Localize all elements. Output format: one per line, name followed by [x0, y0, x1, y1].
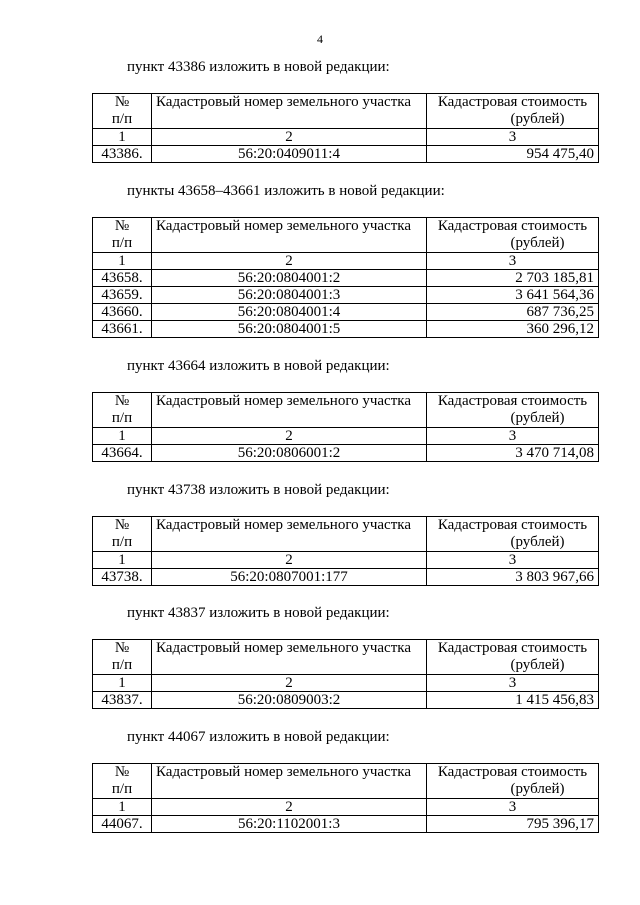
section-heading: пункты 43658–43661 изложить в новой редакции:: [127, 183, 445, 199]
cadastral-table: [92, 217, 599, 338]
header-cost-cell: Кадастровая стоимость (рублей): [427, 764, 599, 799]
table-header-row: [93, 764, 599, 799]
table-row: [93, 692, 599, 709]
row-number: 43837.: [93, 692, 152, 709]
table-header-row: [93, 393, 599, 428]
row-number: 43661.: [93, 321, 152, 338]
row-number: 43660.: [93, 304, 152, 321]
row-number: 43664.: [93, 445, 152, 462]
cadastral-number: 56:20:0804001:2: [152, 270, 427, 287]
cadastral-number: 56:20:0804001:4: [152, 304, 427, 321]
table-row: [93, 146, 599, 163]
cadastral-number: 56:20:0804001:3: [152, 287, 427, 304]
row-number: 43738.: [93, 569, 152, 586]
table-header-row: [93, 517, 599, 552]
table-row: [93, 816, 599, 833]
cadastral-cost: 3 641 564,36: [427, 287, 599, 304]
header-cost-cell: Кадастровая стоимость (рублей): [427, 640, 599, 675]
section-heading: пункт 44067 изложить в новой редакции:: [127, 729, 390, 745]
cadastral-number: 56:20:0807001:177: [152, 569, 427, 586]
column-index-row: 1 2 3: [93, 552, 599, 569]
table-header-row: [93, 640, 599, 675]
cadastral-cost: 3 470 714,08: [427, 445, 599, 462]
header-cost-cell: Кадастровая стоимость (рублей): [427, 393, 599, 428]
cadastral-number: 56:20:0804001:5: [152, 321, 427, 338]
cadastral-cost: 795 396,17: [427, 816, 599, 833]
cadastral-table: [92, 639, 599, 709]
table-row: [93, 321, 599, 338]
header-cost-cell: Кадастровая стоимость (рублей): [427, 218, 599, 253]
cadastral-table: [92, 93, 599, 163]
header-cadastral-cell: Кадастровый номер земельного участка: [152, 393, 427, 428]
cadastral-number: 56:20:0809003:2: [152, 692, 427, 709]
header-cadastral-cell: Кадастровый номер земельного участка: [152, 517, 427, 552]
header-cadastral-cell: Кадастровый номер земельного участка: [152, 218, 427, 253]
section-heading: пункт 43837 изложить в новой редакции:: [127, 605, 390, 621]
header-cost-cell: Кадастровая стоимость (рублей): [427, 94, 599, 129]
header-cadastral-cell: Кадастровый номер земельного участка: [152, 764, 427, 799]
cadastral-cost: 2 703 185,81: [427, 270, 599, 287]
row-number: 43659.: [93, 287, 152, 304]
row-number: 44067.: [93, 816, 152, 833]
header-number-cell: № п/п: [93, 393, 152, 428]
header-cadastral-cell: Кадастровый номер земельного участка: [152, 640, 427, 675]
column-index-row: 1 2 3: [93, 129, 599, 146]
table-row: [93, 287, 599, 304]
cadastral-table: [92, 763, 599, 833]
table-row: [93, 445, 599, 462]
column-index-row: 1 2 3: [93, 675, 599, 692]
cadastral-cost: 360 296,12: [427, 321, 599, 338]
row-number: 43658.: [93, 270, 152, 287]
section-heading: пункт 43386 изложить в новой редакции:: [127, 59, 390, 75]
table-header-row: [93, 94, 599, 129]
section-heading: пункт 43664 изложить в новой редакции:: [127, 358, 390, 374]
table-row: [93, 569, 599, 586]
cadastral-table: [92, 392, 599, 462]
cadastral-number: 56:20:0806001:2: [152, 445, 427, 462]
column-index-row: 1 2 3: [93, 799, 599, 816]
column-index-row: 1 2 3: [93, 253, 599, 270]
header-number-cell: № п/п: [93, 640, 152, 675]
column-index-row: 1 2 3: [93, 428, 599, 445]
page-number: 4: [317, 32, 323, 46]
cadastral-cost: 1 415 456,83: [427, 692, 599, 709]
cadastral-table: [92, 516, 599, 586]
header-number-cell: № п/п: [93, 94, 152, 129]
table-row: [93, 270, 599, 287]
header-number-cell: № п/п: [93, 764, 152, 799]
section-heading: пункт 43738 изложить в новой редакции:: [127, 482, 390, 498]
header-cost-cell: Кадастровая стоимость (рублей): [427, 517, 599, 552]
cadastral-cost: 954 475,40: [427, 146, 599, 163]
cadastral-cost: 687 736,25: [427, 304, 599, 321]
table-row: [93, 304, 599, 321]
row-number: 43386.: [93, 146, 152, 163]
cadastral-number: 56:20:0409011:4: [152, 146, 427, 163]
header-cadastral-cell: Кадастровый номер земельного участка: [152, 94, 427, 129]
cadastral-cost: 3 803 967,66: [427, 569, 599, 586]
table-header-row: [93, 218, 599, 253]
header-number-cell: № п/п: [93, 218, 152, 253]
cadastral-number: 56:20:1102001:3: [152, 816, 427, 833]
header-number-cell: № п/п: [93, 517, 152, 552]
